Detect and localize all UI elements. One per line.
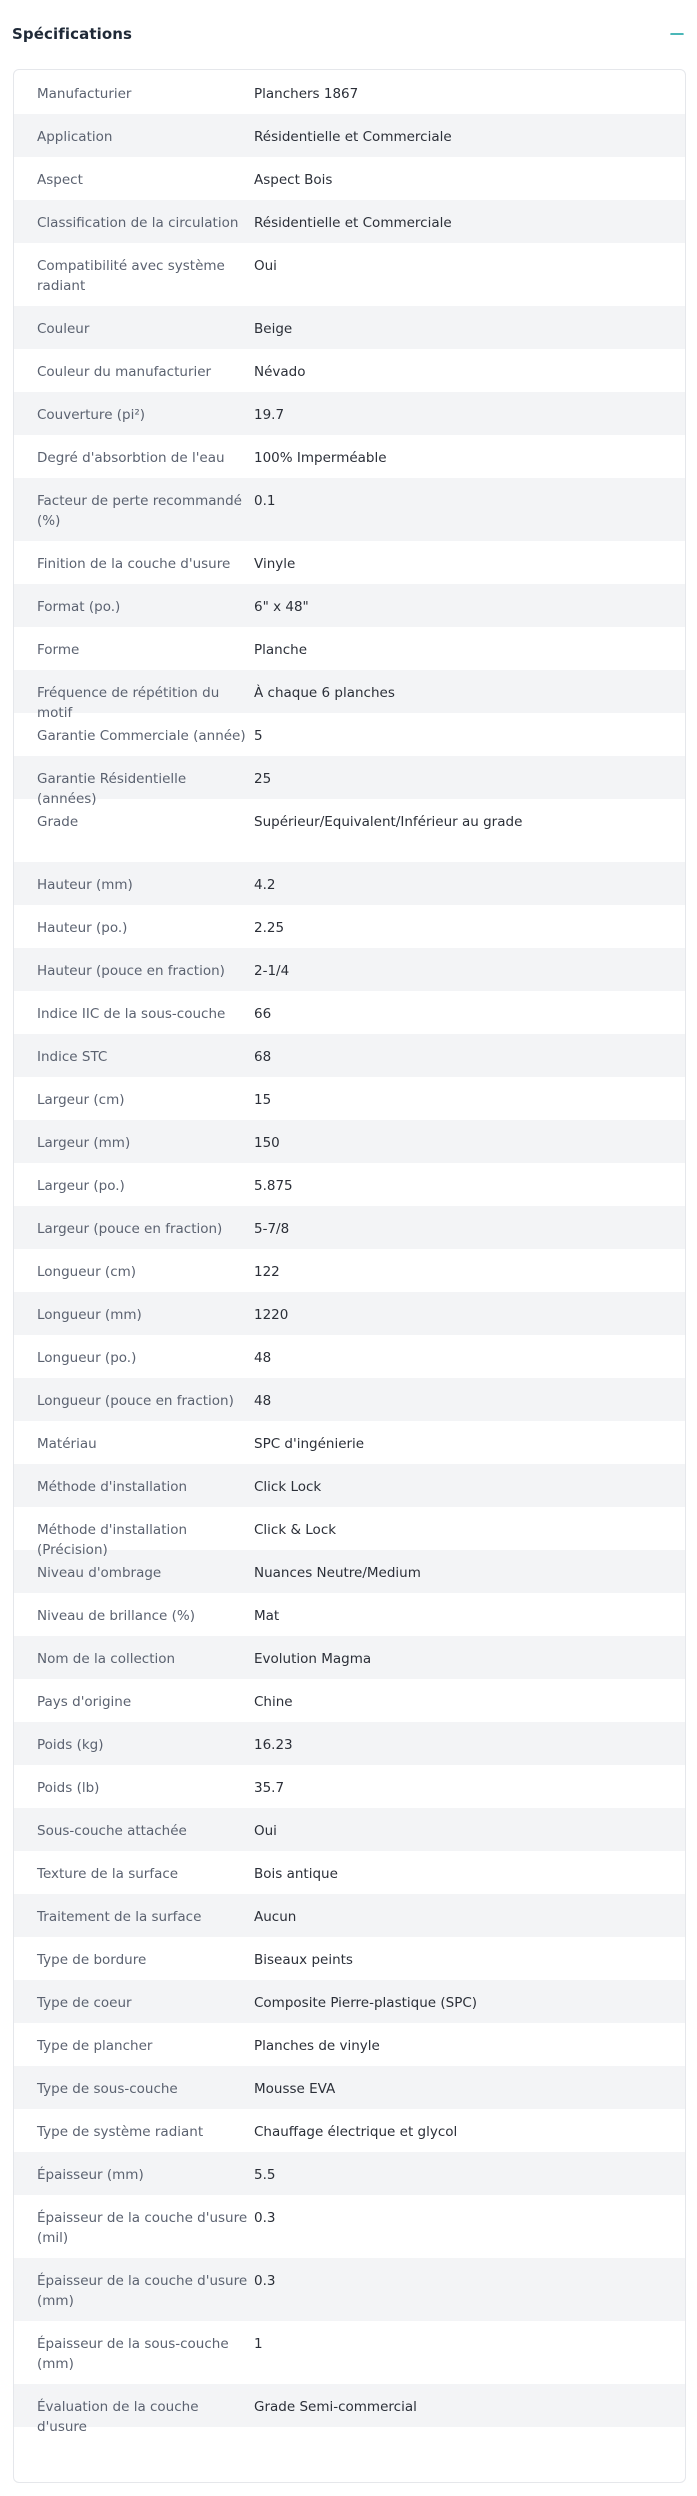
spec-label: Couleur du manufacturier bbox=[37, 364, 212, 380]
table-row bbox=[14, 1378, 685, 1421]
spec-value: Oui bbox=[254, 1823, 277, 1839]
spec-label: Type de coeur bbox=[37, 1995, 132, 2011]
table-row bbox=[14, 1894, 685, 1937]
spec-label: Épaisseur (mm) bbox=[37, 2167, 144, 2183]
spec-value: 0.3 bbox=[254, 2273, 276, 2289]
spec-label: Forme bbox=[37, 642, 80, 658]
spec-value: Click & Lock bbox=[254, 1522, 337, 1538]
spec-label: Compatibilité avec système radiant bbox=[37, 258, 225, 294]
table-row bbox=[14, 435, 685, 478]
spec-value: 19.7 bbox=[254, 407, 285, 423]
spec-value: Chauffage électrique et glycol bbox=[254, 2124, 458, 2140]
spec-label: Évaluation de la couche d'usure bbox=[37, 2399, 199, 2435]
table-row bbox=[14, 948, 685, 991]
table-row bbox=[14, 2023, 685, 2066]
table-row bbox=[14, 2066, 685, 2109]
spec-value: Beige bbox=[254, 321, 293, 337]
spec-value: Planches de vinyle bbox=[254, 2038, 380, 2054]
spec-value: 1220 bbox=[254, 1307, 289, 1323]
table-row bbox=[14, 1464, 685, 1507]
spec-label: Texture de la surface bbox=[37, 1866, 179, 1882]
spec-value: 2.25 bbox=[254, 920, 285, 936]
spec-value: Oui bbox=[254, 258, 277, 274]
table-row bbox=[14, 1034, 685, 1077]
spec-label: Garantie Commerciale (année) bbox=[37, 728, 246, 744]
spec-label: Classification de la circulation bbox=[37, 215, 239, 231]
spec-label: Couleur bbox=[37, 321, 90, 337]
spec-label: Hauteur (po.) bbox=[37, 920, 128, 936]
spec-label: Niveau d'ombrage bbox=[37, 1565, 162, 1581]
table-row bbox=[14, 1851, 685, 1894]
table-row bbox=[14, 1206, 685, 1249]
spec-label: Largeur (mm) bbox=[37, 1135, 131, 1151]
spec-value: 35.7 bbox=[254, 1780, 285, 1796]
spec-value: 5.875 bbox=[254, 1178, 293, 1194]
spec-label: Sous-couche attachée bbox=[37, 1823, 187, 1839]
table-row bbox=[14, 713, 685, 756]
spec-label: Manufacturier bbox=[37, 86, 132, 102]
table-row bbox=[14, 71, 685, 114]
spec-label: Largeur (po.) bbox=[37, 1178, 125, 1194]
spec-value: 16.23 bbox=[254, 1737, 293, 1753]
spec-value: Planchers 1867 bbox=[254, 86, 359, 102]
table-row bbox=[14, 2195, 685, 2258]
spec-label: Longueur (mm) bbox=[37, 1307, 142, 1323]
spec-label: Type de système radiant bbox=[37, 2124, 204, 2140]
spec-value: 48 bbox=[254, 1350, 272, 1366]
table-row bbox=[14, 200, 685, 243]
spec-value: 66 bbox=[254, 1006, 272, 1022]
table-row bbox=[14, 2321, 685, 2384]
spec-label: Longueur (cm) bbox=[37, 1264, 137, 1280]
table-row bbox=[14, 756, 685, 807]
spec-label: Aspect bbox=[37, 172, 83, 188]
spec-value: Grade Semi-commercial bbox=[254, 2399, 417, 2415]
spec-value: 15 bbox=[254, 1092, 272, 1108]
spec-value: 25 bbox=[254, 771, 272, 787]
table-row bbox=[14, 478, 685, 541]
spec-value: Résidentielle et Commerciale bbox=[254, 129, 452, 145]
table-row bbox=[14, 1421, 685, 1464]
spec-value: Click Lock bbox=[254, 1479, 322, 1495]
table-row bbox=[14, 114, 685, 157]
spec-value: Bois antique bbox=[254, 1866, 338, 1882]
minus-icon[interactable] bbox=[669, 26, 685, 42]
spec-label: Longueur (pouce en fraction) bbox=[37, 1393, 234, 1409]
spec-value: Supérieur/Equivalent/Inférieur au grade bbox=[254, 814, 523, 830]
spec-value: 6" x 48" bbox=[254, 599, 309, 615]
spec-label: Format (po.) bbox=[37, 599, 121, 615]
spec-value: Vinyle bbox=[254, 556, 296, 572]
spec-label: Garantie Résidentielle (années) bbox=[37, 771, 187, 807]
spec-label: Nom de la collection bbox=[37, 1651, 176, 1667]
table-row bbox=[14, 627, 685, 670]
spec-label: Niveau de brillance (%) bbox=[37, 1608, 196, 1624]
table-row bbox=[14, 2109, 685, 2152]
table-row bbox=[14, 1636, 685, 1679]
spec-label: Longueur (po.) bbox=[37, 1350, 137, 1366]
table-row bbox=[14, 1335, 685, 1378]
table-row bbox=[14, 1249, 685, 1292]
table-row bbox=[14, 392, 685, 435]
table-row bbox=[14, 1077, 685, 1120]
spec-label: Largeur (pouce en fraction) bbox=[37, 1221, 223, 1237]
spec-value: 0.3 bbox=[254, 2210, 276, 2226]
spec-label: Degré d'absorbtion de l'eau bbox=[37, 450, 225, 466]
spec-label: Épaisseur de la couche d'usure (mil) bbox=[37, 2210, 248, 2246]
spec-value: À chaque 6 planches bbox=[254, 685, 395, 701]
table-row bbox=[14, 306, 685, 349]
spec-label: Épaisseur de la sous-couche (mm) bbox=[37, 2336, 229, 2372]
spec-value: SPC d'ingénierie bbox=[254, 1436, 365, 1452]
spec-label: Fréquence de répétition du motif bbox=[37, 685, 220, 721]
spec-value: Aspect Bois bbox=[254, 172, 333, 188]
table-row bbox=[14, 2152, 685, 2195]
spec-label: Hauteur (pouce en fraction) bbox=[37, 963, 225, 979]
spec-label: Application bbox=[37, 129, 113, 145]
table-row bbox=[14, 1722, 685, 1765]
spec-label: Type de sous-couche bbox=[37, 2081, 178, 2097]
spec-value: 0.1 bbox=[254, 493, 276, 509]
spec-label: Poids (kg) bbox=[37, 1737, 104, 1753]
spec-label: Poids (lb) bbox=[37, 1780, 100, 1796]
table-row bbox=[14, 670, 685, 721]
spec-value: Biseaux peints bbox=[254, 1952, 353, 1968]
spec-label: Finition de la couche d'usure bbox=[37, 556, 231, 572]
spec-label: Couverture (pi²) bbox=[37, 407, 146, 423]
table-row bbox=[14, 541, 685, 584]
table-row bbox=[14, 1163, 685, 1206]
table-row bbox=[14, 991, 685, 1034]
spec-label: Pays d'origine bbox=[37, 1694, 132, 1710]
spec-value: 5 bbox=[254, 728, 263, 744]
table-row bbox=[14, 1679, 685, 1722]
table-row bbox=[14, 1765, 685, 1808]
spec-label: Type de bordure bbox=[37, 1952, 147, 1968]
spec-value: Aucun bbox=[254, 1909, 297, 1925]
spec-label: Facteur de perte recommandé (%) bbox=[37, 493, 242, 529]
spec-label: Grade bbox=[37, 814, 79, 830]
spec-value: Nuances Neutre/Medium bbox=[254, 1565, 421, 1581]
table-row bbox=[14, 1550, 685, 1593]
spec-value: Chine bbox=[254, 1694, 293, 1710]
table-row bbox=[14, 349, 685, 392]
table-row bbox=[14, 799, 685, 862]
spec-value: 5.5 bbox=[254, 2167, 276, 2183]
spec-label: Hauteur (mm) bbox=[37, 877, 133, 893]
table-row bbox=[14, 1808, 685, 1851]
table-row bbox=[14, 1937, 685, 1980]
spec-label: Épaisseur de la couche d'usure (mm) bbox=[37, 2273, 248, 2309]
table-row bbox=[14, 1120, 685, 1163]
spec-value: Névado bbox=[254, 364, 306, 380]
spec-label: Largeur (cm) bbox=[37, 1092, 125, 1108]
spec-label: Matériau bbox=[37, 1436, 97, 1452]
spec-label: Indice IIC de la sous-couche bbox=[37, 1006, 226, 1022]
spec-label: Traitement de la surface bbox=[37, 1909, 202, 1925]
spec-value: 68 bbox=[254, 1049, 272, 1065]
table-row bbox=[14, 1507, 685, 1558]
spec-label: Indice STC bbox=[37, 1049, 108, 1065]
spec-label: Méthode d'installation (Précision) bbox=[37, 1522, 188, 1558]
table-row bbox=[14, 905, 685, 948]
spec-value: Evolution Magma bbox=[254, 1651, 372, 1667]
spec-value: 5-7/8 bbox=[254, 1221, 290, 1237]
table-row bbox=[14, 1593, 685, 1636]
spec-value: 1 bbox=[254, 2336, 263, 2352]
table-row bbox=[14, 243, 685, 306]
table-row bbox=[14, 157, 685, 200]
table-row bbox=[14, 1292, 685, 1335]
specifications-table bbox=[13, 69, 686, 2483]
spec-value: Mat bbox=[254, 1608, 280, 1624]
specifications-header[interactable] bbox=[0, 0, 697, 68]
spec-value: Mousse EVA bbox=[254, 2081, 336, 2097]
spec-value: 2-1/4 bbox=[254, 963, 290, 979]
spec-value: 150 bbox=[254, 1135, 280, 1151]
spec-value: Planche bbox=[254, 642, 308, 658]
table-row bbox=[14, 2384, 685, 2435]
spec-value: 100% Imperméable bbox=[254, 450, 387, 466]
spec-value: 4.2 bbox=[254, 877, 276, 893]
spec-label: Méthode d'installation bbox=[37, 1479, 188, 1495]
table-row bbox=[14, 862, 685, 905]
table-row bbox=[14, 1980, 685, 2023]
spec-value: 122 bbox=[254, 1264, 280, 1280]
section-title: Spécifications bbox=[12, 25, 133, 43]
spec-value: Composite Pierre-plastique (SPC) bbox=[254, 1995, 478, 2011]
table-row bbox=[14, 584, 685, 627]
spec-label: Type de plancher bbox=[37, 2038, 153, 2054]
table-row bbox=[14, 2258, 685, 2321]
spec-value: 48 bbox=[254, 1393, 272, 1409]
spec-value: Résidentielle et Commerciale bbox=[254, 215, 452, 231]
